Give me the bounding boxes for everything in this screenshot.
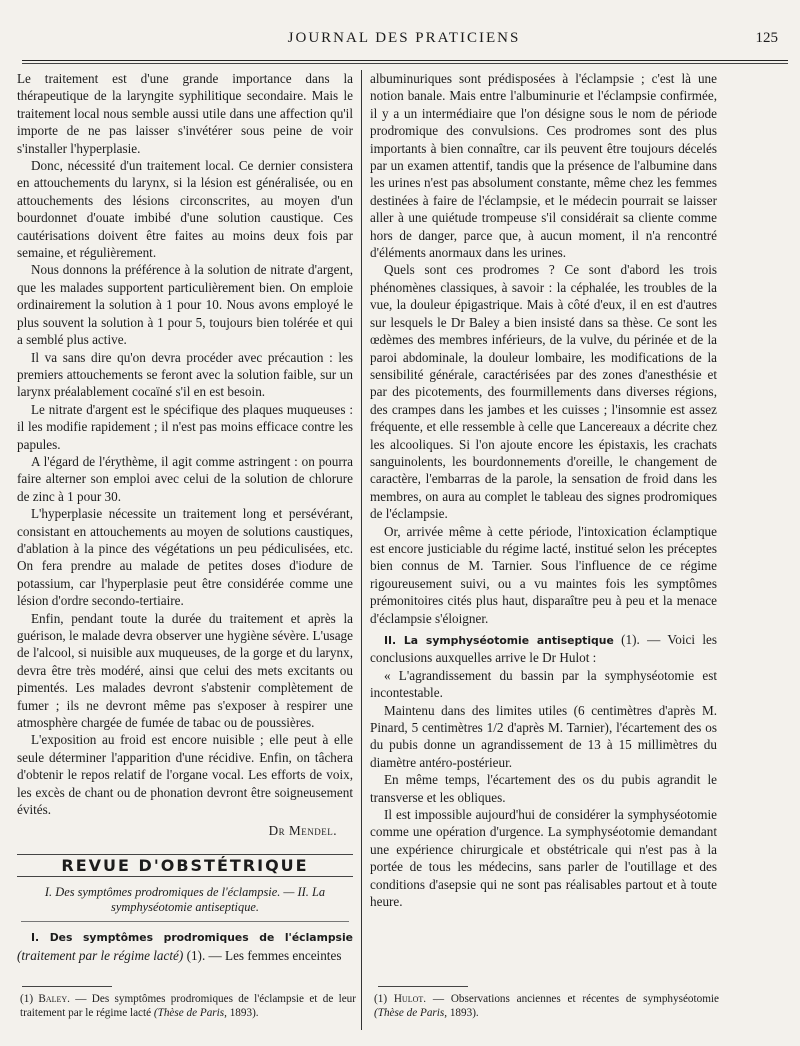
- paragraph: Enfin, pendant toute la durée du traitement et après la guérison, le malade devra observer une hygiène sévère. L'usage de l'alcool, si nuisible aux muqueuses, de la gorge et du larynx, devra être très modéré, ainsi que celui des mets excitants ou pimentés. Les malades devront s'abstenir complètement de fumer ; ils ne devront même pas s'exposer à respirer une atmosphère chargée de fumée de tabac ou de poussières.: [17, 610, 353, 731]
- paragraph: Or, arrivée même à cette période, l'intoxication éclamptique est encore justiciable du régime lacté, institué selon les préceptes bien connus de M. Tarnier. Sous l'influence de ce régime rigoureusement suivi, ou a vu maintes fois les symptômes prémonitoires cités plus haut, disparaître peu à peu et la menace d'éclampsie s'éloigner.: [370, 523, 717, 626]
- footnote-year: 1893).: [226, 1007, 259, 1019]
- footnote-source: (Thèse de Paris,: [374, 1007, 448, 1019]
- quote-paragraph: « L'agrandissement du bassin par la symphyséotomie est incontestable.: [370, 667, 717, 701]
- footnote-left: [20, 992, 356, 1020]
- page-header: [20, 14, 788, 54]
- paragraph: A l'égard de l'érythème, il agit comme astringent : on pourra faire alterner son emploi avec celui de la solution de chlorure de zinc à 1 pour 30.: [17, 453, 353, 504]
- footnote-text: . — Des symptômes prodromiques de l'éclampsie et de leur traitement par le régime lacté: [20, 993, 356, 1019]
- footnote-rule: [22, 986, 112, 987]
- footnote-marker: (1): [374, 993, 394, 1005]
- subsection-italic: (traitement par le régime lacté): [17, 947, 184, 963]
- quote-paragraph: Il est impossible aujourd'hui de considérer la symphyséotomie comme une opération d'urgence. La symphyséotomie demandant une expérience chirurgicale et obstétricale qui n'est pas à la portée de tous les médecins, sans parler de l'outillage et des conditions d'asepsie qui ne sont pas réalisables partout et à toute heure.: [370, 807, 717, 910]
- subsection-text: (1). — Voici les conclusions auxquelles arrive le Dr Hulot :: [370, 632, 717, 666]
- paragraph: Le nitrate d'argent est le spécifique des plaques muqueuses : il les modifie rapidement ; il n'est pas moins efficace contre les papules.: [17, 401, 353, 452]
- right-column: [370, 70, 717, 911]
- footnote-marker: (1): [20, 993, 39, 1005]
- subsection-heading: I. Des symptômes prodromiques de l'éclampsie: [31, 931, 353, 945]
- paragraph: Quels sont ces prodromes ? Ce sont d'abord les trois phénomènes classiques, à savoir : la céphalée, les troubles de la vue, la douleur épigastrique. Mais à côté d'eux, il en est d'autres sur lesquels le Dr Baley a bien insisté dans sa thèse. Ce sont les œdèmes des membres inférieurs, de la vulve, du périnée et de la paroi abdominale, la douleur lombaire, les modifications de la sensibilité générale, caractérisées par des zones d'anesthésie et par des picotements, des fourmillements dans diverses régions, des crampes dans les jambes et les cuisses ; l'insomnie est assez fréquente, et elle ressemble à celle que Lancereaux a décrite chez les alcooliques. Si l'on ajoute encore les épistaxis, les crachats sanguinolents, les bourdonnements d'oreille, le changement de caractère, l'embarras de la parole, la sensation de froid dans les membres, on aura au complet le tableau des signes prodromiques de l'éclampsie.: [370, 262, 717, 522]
- page-number: 125: [755, 30, 778, 46]
- author-signature: Dr Mendel.: [268, 823, 337, 839]
- paragraph: albuminuriques sont prédisposées à l'éclampsie ; c'est là une notion banale. Mais entre l'albuminurie et l'éclampsie confirmée, il y a un intermédiaire que l'on désigne sous le nom de période prodromique des convulsions. Ces prodromes sont des plus importants à bien connaître, car ils peuvent être toujours décelés par un examen attentif, tandis que la présence de l'albumine dans les urines n'est pas absolument constante, même chez les femmes destinées à faire de l'éclampsie, et le médecin pourrait se laisser aller à une quiétude trompeuse s'il considérait sa cliente comme hors de danger, parce que, à aucun moment, il n'a rencontré d'éléments anormaux dans les urines.: [370, 71, 717, 261]
- paragraph: L'hyperplasie nécessite un traitement long et persévérant, consistant en attouchements au moyen de solutions caustiques, d'ablation à la pince des végétations un peu pédiculisées, etc. On fera prendre au malade de petites doses d'iodure de potassium, car l'hyperplasie peut être considérée comme une lésion d'ordre secondo-tertiaire.: [17, 506, 353, 609]
- quote-paragraph: En même temps, l'écartement des os du pubis agrandit le transverse et les obliques.: [370, 772, 717, 805]
- footnote-year: 1893).: [447, 1007, 479, 1019]
- quote-paragraph: Maintenu dans des limites utiles (6 centimètres d'après M. Pinard, 5 centimètres 1/2 d'après M. Tarnier), l'écartement des os du pubis donne un agrandissement de 13 à 15 millimètres du diamètre antéro-postérieur.: [370, 702, 717, 770]
- left-column: [17, 70, 353, 964]
- footnote-right: [374, 992, 719, 1020]
- footnote-text: . — Observations anciennes et récentes de symphyséotomie: [423, 993, 719, 1005]
- paragraph: Il va sans dire qu'on devra procéder avec précaution : les premiers attouchements se feront avec la solution faible, sur un larynx préalablement cocaïné s'il en est besoin.: [17, 349, 353, 400]
- subsection-heading: II. La symphyséotomie antiseptique: [384, 634, 614, 647]
- paragraph: L'exposition au froid est encore nuisible ; elle peut à elle seule déterminer l'apparition d'une récidive. Enfin, on tâchera d'obtenir le repos relatif de l'organe vocal. Les efforts de voix, les excès de chant ou de phonation devront être soigneusement évités.: [17, 732, 353, 818]
- header-rule: [22, 60, 788, 61]
- header-rule-thin: [22, 63, 788, 64]
- subsection-paragraph: [17, 928, 353, 964]
- paragraph: Le traitement est d'une grande importance dans la thérapeutique de la laryngite syphilitique secondaire. Mais le traitement local nous semble aussi utile dans une affection qu'il importe de ne pas laisser s'invétérer sous peine de voir s'installer l'hyperplasie.: [17, 71, 353, 156]
- subsection-text: (1). — Les femmes enceintes: [183, 947, 342, 963]
- footnote-author: Hulot: [393, 993, 424, 1005]
- paragraph: Donc, nécessité d'un traitement local. Ce dernier consistera en attouchements du larynx, si la lésion est généralisée, ou en attouchements des lésions circonscrites, au moyen d'un bourdonnet d'ouate imbibé d'une solution caustique. Ces cautérisations doivent être faites au moins deux fois par semaine, et régulièrement.: [17, 158, 353, 261]
- section-heading: REVUE D'OBSTÉTRIQUE: [17, 854, 353, 877]
- subsection-paragraph: [370, 631, 717, 667]
- column-divider: [361, 70, 362, 1030]
- footnote-source: (Thèse de Paris,: [153, 1007, 227, 1019]
- footnote-author: Baley: [38, 993, 68, 1005]
- running-title: JOURNAL DES PRATICIENS: [287, 30, 521, 46]
- footnote-rule: [378, 986, 468, 987]
- section-summary: I. Des symptômes prodromiques de l'éclampsie. — II. La symphyséotomie antiseptique.: [21, 885, 349, 922]
- paragraph: Nous donnons la préférence à la solution de nitrate d'argent, que les malades supportent particulièrement bien. On emploie ordinairement la solution à 1 pour 10. Nous avons employé le plus souvent la solution à 1 pour 5, toujours bien tolérée et qui a semblé plus active.: [17, 262, 353, 348]
